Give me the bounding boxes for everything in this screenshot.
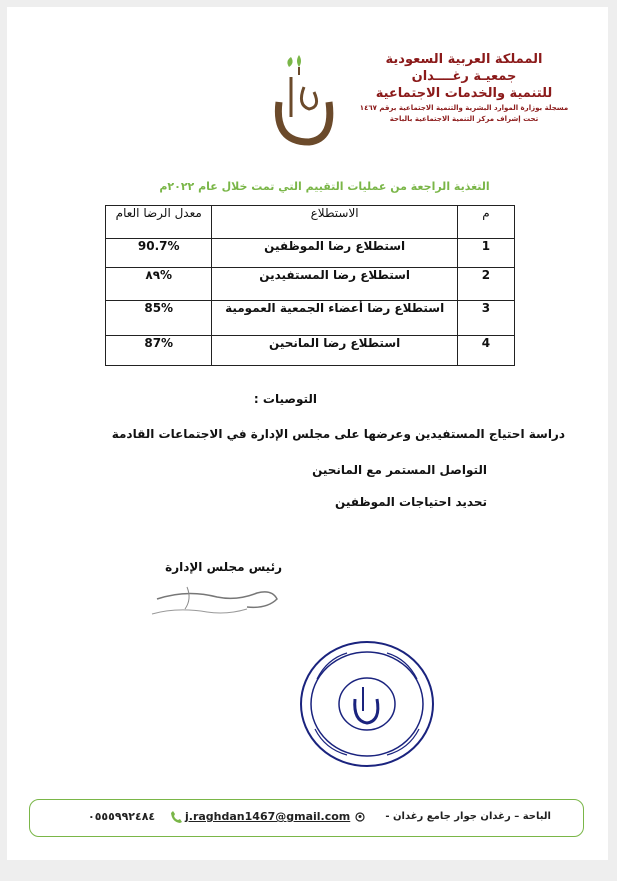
footer-email-link[interactable]: j.raghdan1467@gmail.com [185, 810, 351, 823]
header-num: م [457, 206, 514, 239]
org-purpose: للتنمية والخدمات الاجتماعية [375, 86, 553, 101]
row-survey: استطلاع رضا الموظفين [212, 239, 457, 268]
table-row [106, 301, 515, 336]
recommendation-item: التواصل المستمر مع المانحين [312, 463, 487, 477]
signatory-title: رئيس مجلس الإدارة [165, 560, 282, 574]
row-num: 4 [457, 336, 514, 366]
table-header-row [106, 206, 515, 239]
row-survey: استطلاع رضا أعضاء الجمعية العمومية [212, 301, 457, 336]
official-stamp [297, 639, 437, 769]
phone-icon [170, 810, 182, 824]
report-title: التغذية الراجعة من عمليات التقييم التي تمت خلال عام ٢٠٢٢م [159, 180, 490, 193]
footer-phone: ٠٥٥٥٩٩٢٤٨٤ [88, 810, 156, 823]
footer-address: الباحة – رغدان جوار جامع رغدان - [385, 811, 551, 822]
table-row [106, 239, 515, 268]
location-icon [355, 812, 365, 822]
header-rate: معدل الرضا العام [106, 206, 212, 239]
row-rate: 87% [106, 336, 212, 366]
association-logo [269, 47, 339, 147]
org-supervision: تحت إشراف مركز التنمية الاجتماعية بالباحة [389, 115, 539, 123]
document-page [7, 7, 608, 860]
row-rate: 90.7% [106, 239, 212, 268]
row-rate: 85% [106, 301, 212, 336]
footer-bar [29, 799, 584, 837]
row-rate: %٨٩ [106, 268, 212, 301]
recommendations-heading: التوصيات : [253, 392, 317, 406]
row-survey: استطلاع رضا المانحين [212, 336, 457, 366]
letterhead [344, 51, 584, 124]
row-num: 1 [457, 239, 514, 268]
row-survey: استطلاع رضا المستفيدين [212, 268, 457, 301]
row-num: 3 [457, 301, 514, 336]
table-row [106, 336, 515, 366]
row-num: 2 [457, 268, 514, 301]
recommendation-item: تحديد احتياجات الموظفين [335, 495, 487, 509]
table-row [106, 268, 515, 301]
org-country: المملكة العربية السعودية [385, 52, 543, 67]
org-registration: مسجلة بوزارة الموارد البشرية والتنمية الاجتماعية برقم ١٤٦٧ [359, 104, 569, 112]
org-name: جمعيـة رغــــدان [411, 69, 517, 84]
signature-image [147, 579, 287, 624]
survey-table [105, 205, 515, 366]
recommendation-item: دراسة احتياج المستفيدين وعرضها على مجلس الإدارة في الاجتماعات القادمة [111, 427, 565, 441]
header-survey: الاستطلاع [212, 206, 457, 239]
